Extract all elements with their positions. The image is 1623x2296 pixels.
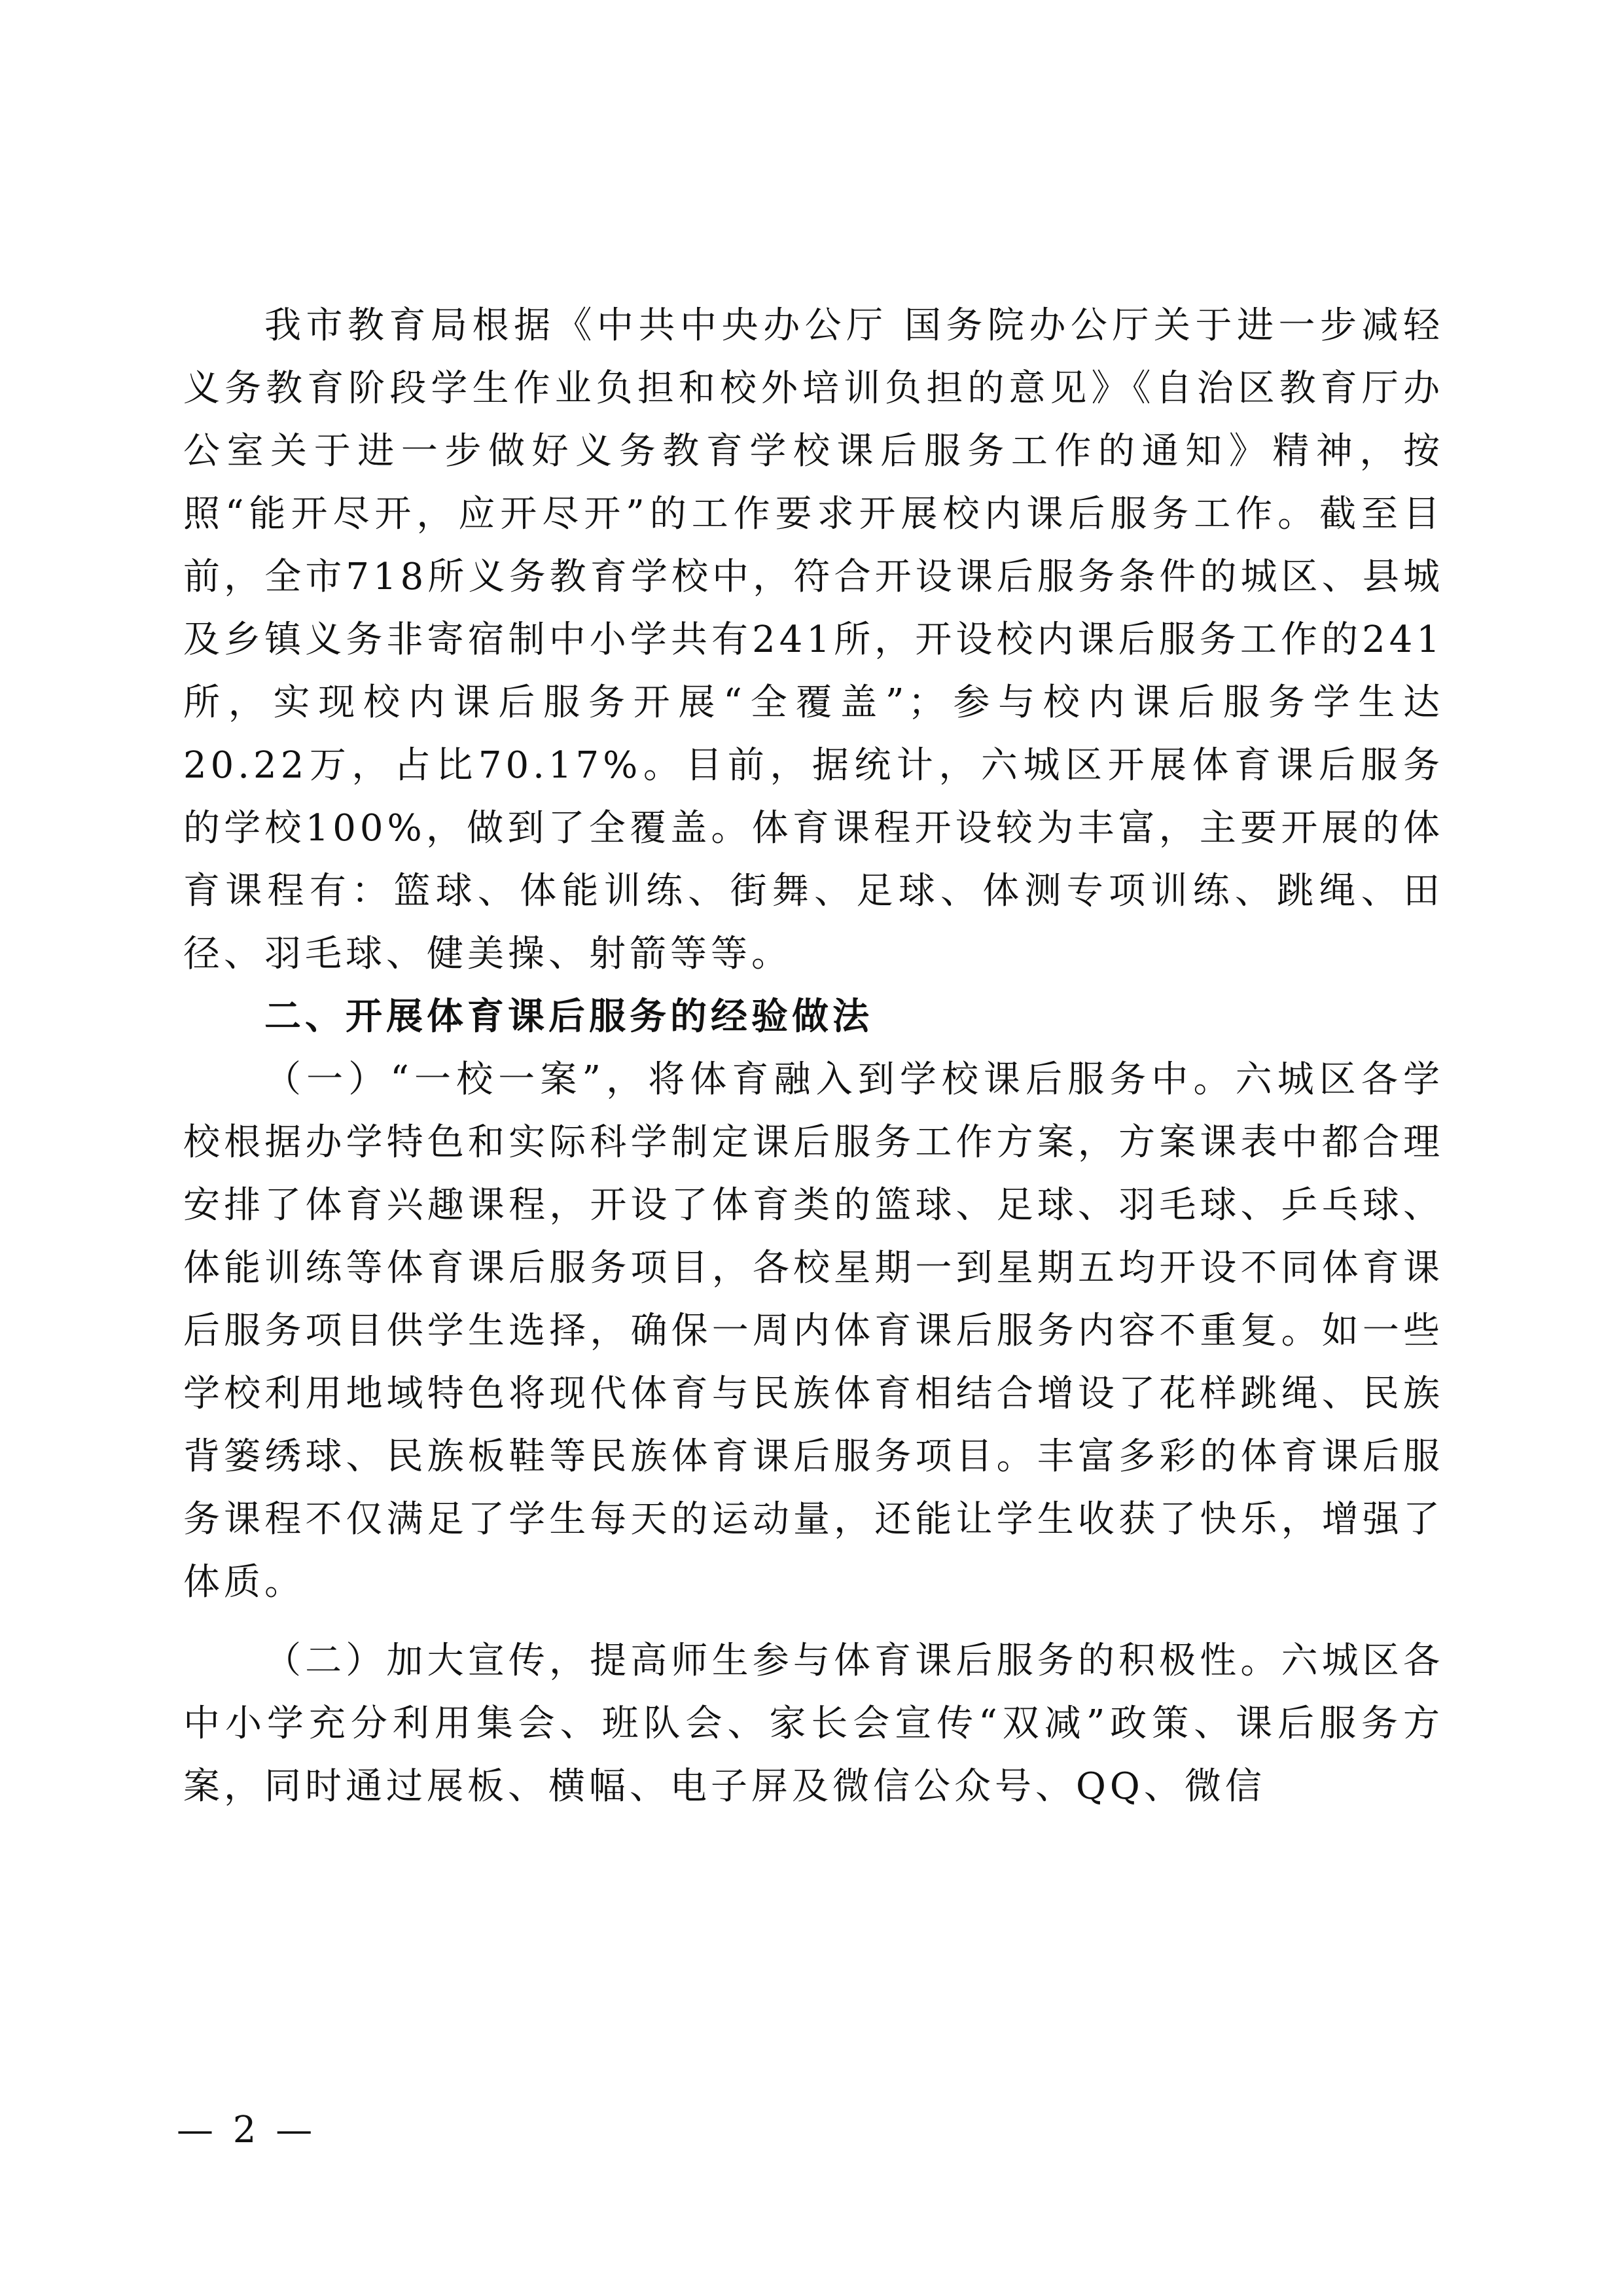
subsection-1-paragraph: （一）“一校一案”，将体育融入到学校课后服务中。六城区各学校根据办学特色和实际科学制定课后服务工作方案，方案课表中都合理安排了体育兴趣课程，开设了体育类的篮球、足球、羽毛球、乒乓球、体能训练等体育课后服务项目，各校星期一到星期五均开设不同体育课后服务项目供学生选择，确保一周内体育课后服务内容不重复。如一些学校利用地域特色将现代体育与民族体育相结合增设了花样跳绳、民族背篓绣球、民族板鞋等民族体育课后服务项目。丰富多彩的体育课后服务课程不仅满足了学生每天的运动量，还能让学生收获了快乐，增强了体质。: [183, 1058, 1444, 1604]
subsection-2-paragraph: （二）加大宣传，提高师生参与体育课后服务的积极性。六城区各中小学充分利用集会、班队会、家长会宣传“双减”政策、课后服务方案，同时通过展板、横幅、电子屏及微信公众号、QQ、微信: [183, 1640, 1444, 1808]
page-number: — 2 —: [177, 2109, 317, 2151]
intro-paragraph: 我市教育局根据《中共中央办公厅 国务院办公厅关于进一步减轻义务教育阶段学生作业负担和校外培训负担的意见》《自治区教育厅办公室关于进一步做好义务教育学校课后服务工作的通知》精神，按照“能开尽开，应开尽开”的工作要求开展校内课后服务工作。截至目前，全市718所义务教育学校中，符合开设课后服务条件的城区、县城及乡镇义务非寄宿制中小学共有241所，开设校内课后服务工作的241所，实现校内课后服务开展“全覆盖”；参与校内课后服务学生达20.22万，占比70.17%。目前，据统计，六城区开展体育课后服务的学校100%，做到了全覆盖。体育课程开设较为丰富，主要开展的体育课程有：篮球、体能训练、街舞、足球、体测专项训练、跳绳、田径、羽毛球、健美操、射箭等等。: [183, 304, 1444, 975]
document-body: [183, 295, 1444, 1818]
section-heading: 二、开展体育课后服务的经验做法: [264, 996, 873, 1038]
